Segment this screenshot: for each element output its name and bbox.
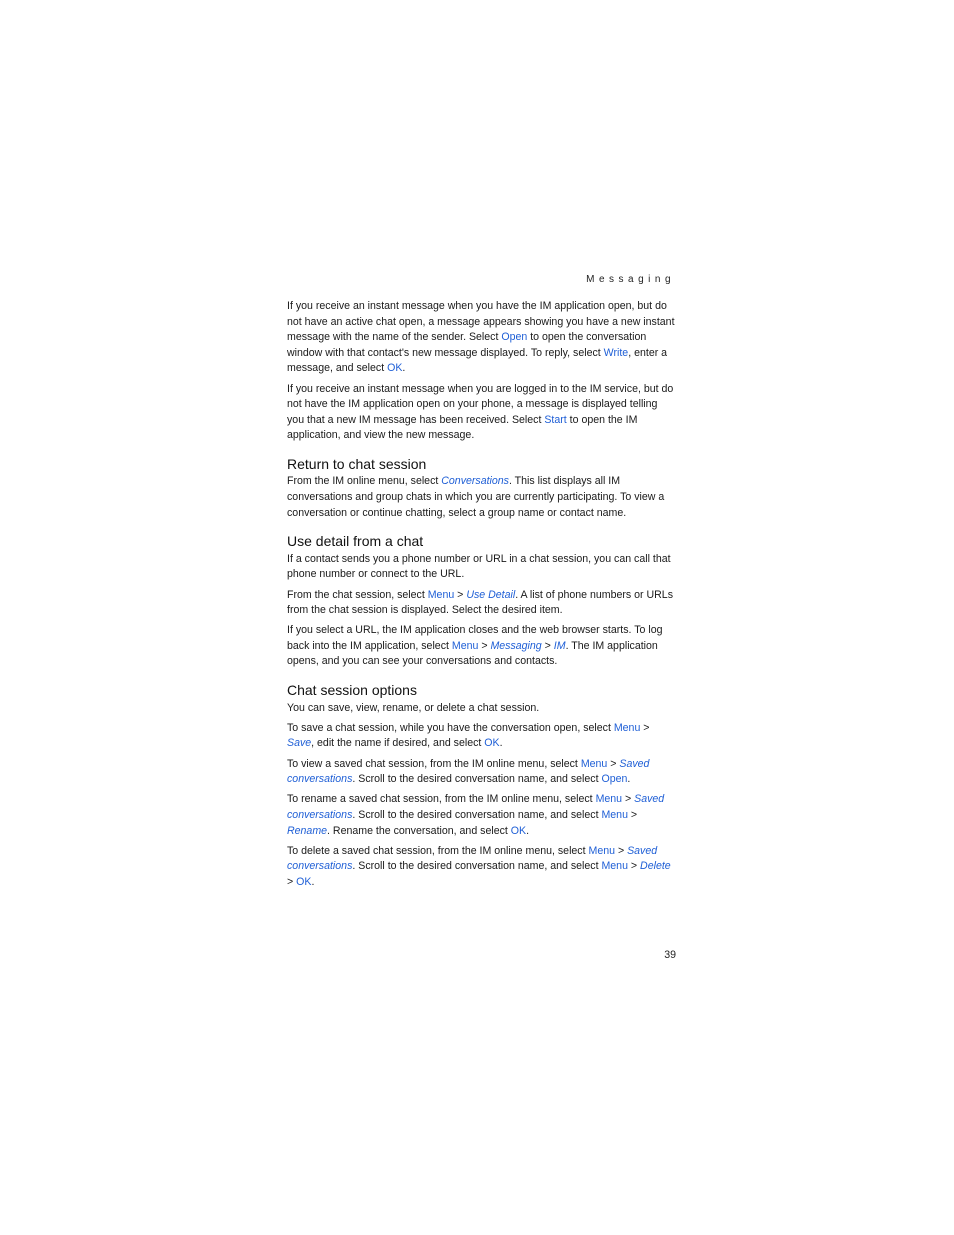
heading-return-to-chat-session: Return to chat session bbox=[287, 455, 427, 472]
menu-command: Menu bbox=[427, 588, 455, 601]
menu-command: Menu bbox=[588, 844, 615, 857]
paragraph-detail-select: From the chat session, select Menu > Use Detail. A list of phone numbers or URLs from the chat session is displayed. Select the desired item. bbox=[287, 588, 673, 617]
use-detail-menu-item: Use Detail bbox=[466, 588, 516, 601]
paragraph-im-open: If you receive an instant message when you have the IM application open, but do not have an active chat open, a message appears showing you have a new instant message with the name of the sender. Select Open to open the conversation window with that contact's new message displayed. To reply, select Write, enter a message, and select OK. bbox=[287, 300, 675, 375]
paragraph-options-intro: You can save, view, rename, or delete a chat session. bbox=[287, 701, 540, 714]
paragraph-detail-url: If you select a URL, the IM application closes and the web browser starts. To log back into the IM application, select Menu > Messaging > IM. The IM application opens, and you can see your conversations and contacts. bbox=[287, 624, 663, 668]
heading-chat-session-options: Chat session options bbox=[287, 682, 417, 699]
paragraph-detail-intro: If a contact sends you a phone number or URL in a chat session, you can call that phone number or connect to the URL. bbox=[287, 552, 671, 581]
write-command: Write bbox=[603, 346, 629, 359]
saved-conversations-menu-item: Saved conversations bbox=[287, 793, 665, 821]
delete-menu-item: Delete bbox=[640, 860, 671, 873]
saved-conversations-menu-item: Saved conversations bbox=[287, 844, 658, 873]
menu-command: Menu bbox=[601, 808, 628, 821]
heading-use-detail: Use detail from a chat bbox=[287, 533, 424, 550]
menu-command: Menu bbox=[451, 639, 479, 652]
running-header: Messaging bbox=[586, 274, 675, 285]
menu-command: Menu bbox=[580, 757, 608, 770]
paragraph-save-chat: To save a chat session, while you have the conversation open, select Menu > Save, edit the name if desired, and select OK. bbox=[287, 721, 650, 750]
im-menu-item: IM bbox=[553, 639, 566, 652]
save-menu-item: Save bbox=[287, 737, 312, 750]
conversations-menu-item: Conversations bbox=[441, 475, 509, 488]
paragraph-view-chat: To view a saved chat session, from the IM online menu, select Menu > Saved conversations. Scroll to the desired conversation name, and select Open. bbox=[287, 757, 650, 786]
ok-command: OK bbox=[387, 362, 403, 375]
open-command: Open bbox=[601, 773, 628, 786]
paragraph-rename-chat: To rename a saved chat session, from the IM online menu, select Menu > Saved conversations. Scroll to the desired conversation name, and select Menu > Rename. Rename the conversation, and select OK. bbox=[287, 793, 665, 837]
page-number: 39 bbox=[664, 949, 676, 961]
open-command: Open bbox=[501, 331, 528, 344]
page-content bbox=[287, 299, 677, 895]
menu-command: Menu bbox=[613, 721, 641, 734]
paragraph-im-closed: If you receive an instant message when you are logged in to the IM service, but do not have the IM application open on your phone, a message is displayed telling you that a new IM message has been received. Select Start to open the IM application, and view the new message. bbox=[287, 382, 674, 442]
menu-command: Menu bbox=[601, 860, 628, 873]
ok-command: OK bbox=[484, 737, 500, 750]
messaging-menu-item: Messaging bbox=[490, 639, 542, 652]
paragraph-delete-chat: To delete a saved chat session, from the IM online menu, select Menu > Saved conversations. Scroll to the desired conversation name, and select Menu > Delete > OK. bbox=[287, 844, 671, 888]
menu-command: Menu bbox=[595, 793, 623, 806]
saved-conversations-menu-item: Saved conversations bbox=[287, 757, 650, 786]
ok-command: OK bbox=[510, 824, 527, 837]
paragraph-return-chat: From the IM online menu, select Conversations. This list displays all IM conversations and group chats in which you are currently participating. To view a conversation or continue chatting, select a group name or contact name. bbox=[287, 475, 665, 519]
start-command: Start bbox=[544, 413, 567, 426]
rename-menu-item: Rename bbox=[287, 824, 328, 837]
ok-command: OK bbox=[296, 875, 312, 888]
